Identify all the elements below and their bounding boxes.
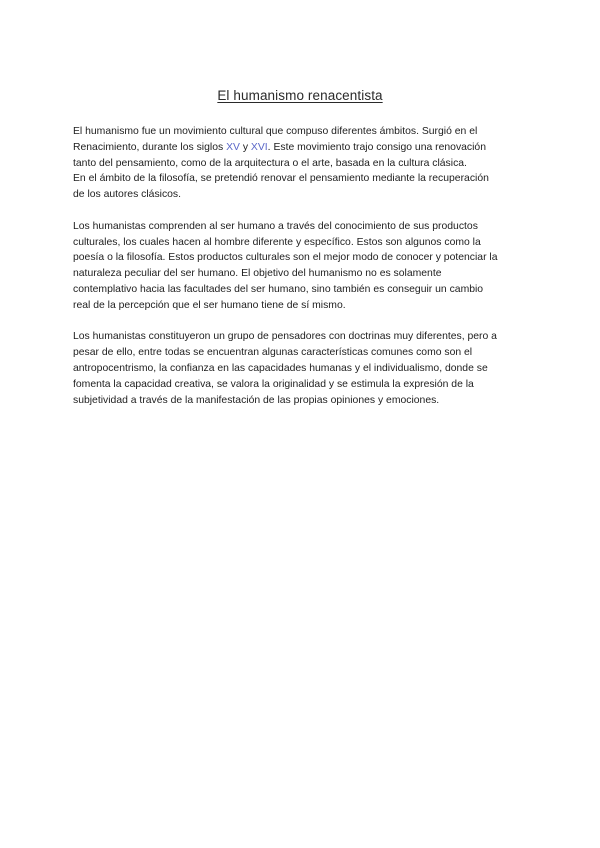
paragraph-1	[73, 124, 533, 203]
text-line: Los humanistas constituyeron un grupo de pensadores con doctrinas muy diferentes, pero a	[73, 331, 497, 343]
text-line: culturales, los cuales hacen al hombre diferente y específico. Estos son algunos como la	[73, 236, 481, 248]
paragraph-3	[73, 329, 533, 408]
text-line: poesía o la filosofía. Estos productos culturales son el mejor modo de conocer y potenciar la	[73, 252, 498, 264]
text-line	[73, 140, 533, 156]
century-highlight: XV	[226, 141, 240, 153]
document-title: El humanismo renacentista	[217, 88, 383, 103]
paragraph-2	[73, 219, 533, 314]
text-line: naturaleza peculiar del ser humano. El objetivo del humanismo no es solamente	[73, 268, 442, 280]
text-line: El humanismo fue un movimiento cultural que compuso diferentes ámbitos. Surgió en el	[73, 126, 478, 137]
text-line: fomenta la capacidad creativa, se valora la originalidad y se estimula la expresión de la	[73, 378, 474, 390]
text-line: En el ámbito de la filosofía, se pretendió renovar el pensamiento mediante la recuperación	[73, 173, 489, 185]
text-line: pesar de ello, entre todas se encuentran algunas características comunes como son el	[73, 347, 473, 359]
text-segment: y	[239, 141, 251, 153]
text-segment: Renacimiento, durante los siglos	[73, 141, 227, 153]
text-segment: . Este movimiento trajo consigo una renovación	[267, 141, 486, 153]
text-line: Los humanistas comprenden al ser humano a través del conocimiento de sus productos	[73, 220, 478, 232]
document-body	[73, 124, 533, 424]
text-line: real de la percepción que el ser humano tiene de sí mismo.	[73, 299, 346, 311]
text-line: de los autores clásicos.	[73, 189, 182, 201]
text-line: tanto del pensamiento, como de la arquitectura o el arte, basada en la cultura clásica.	[73, 157, 467, 169]
text-line: subjetividad a través de la manifestación de las propias opiniones y emociones.	[73, 394, 440, 406]
text-line: antropocentrismo, la confianza en las capacidades humanas y el individualismo, donde se	[73, 362, 488, 374]
text-line: contemplativo hacia las facultades del ser humano, sino también es conseguir un cambio	[73, 283, 484, 295]
century-highlight: XVI	[250, 141, 268, 153]
